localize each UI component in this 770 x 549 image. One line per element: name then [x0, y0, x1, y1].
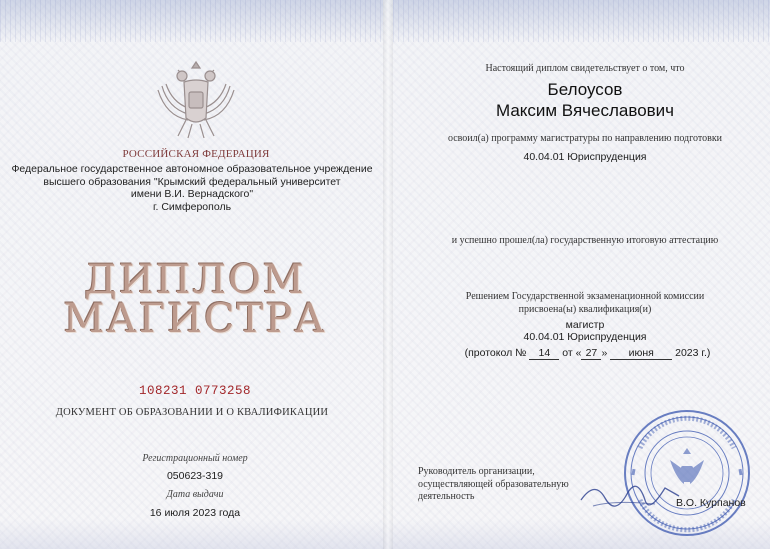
qualification: магистр	[565, 319, 605, 331]
protocol-quote-close: »	[601, 347, 608, 359]
diploma-title: ДИПЛОМ	[84, 257, 306, 303]
protocol-month: июня	[610, 347, 672, 360]
qualification-program: 40.04.01 Юриспруденция	[523, 331, 647, 343]
protocol-day: 27	[581, 347, 601, 360]
commission-decision	[415, 290, 755, 316]
top-pattern-right	[393, 0, 770, 42]
signatory-name: В.О. Курпанов	[676, 497, 746, 509]
institution-line: высшего образования "Крымский федеральный университет	[43, 175, 341, 188]
handwritten-signature	[575, 470, 685, 520]
head-line: деятельность	[418, 491, 475, 502]
protocol-prefix: (протокол №	[464, 347, 527, 359]
protocol-year: 2023	[675, 347, 699, 359]
issue-date-label: Дата выдачи	[166, 489, 224, 500]
protocol-from: от «	[562, 347, 582, 359]
program-statement: освоил(а) программу магистратуры по направлению подготовки	[447, 133, 723, 144]
graduate-surname: Белоусов	[547, 80, 623, 99]
institution-line: Федеральное государственное автономное образовательное учреждение	[11, 163, 373, 175]
page-fold	[383, 0, 393, 549]
head-of-organization	[418, 466, 598, 504]
certification-intro: Настоящий диплом свидетельствует о том, что	[485, 63, 685, 74]
institution-name	[10, 163, 374, 213]
graduate-given-names: Максим Вячеславович	[495, 101, 675, 120]
registration-label: Регистрационный номер	[142, 453, 248, 464]
country-label: РОССИЙСКАЯ ФЕДЕРАЦИЯ	[122, 148, 270, 160]
institution-city: г. Симферополь	[152, 200, 232, 213]
program-name: 40.04.01 Юриспруденция	[523, 151, 647, 163]
document-type: ДОКУМЕНТ ОБ ОБРАЗОВАНИИ И О КВАЛИФИКАЦИИ	[55, 407, 329, 418]
registration-number: 050623-319	[166, 470, 224, 482]
head-line: осуществляющей образовательную	[418, 478, 569, 490]
issue-date: 16 июля 2023 года	[149, 507, 241, 519]
top-pattern-left	[0, 0, 383, 42]
protocol-suffix: г.)	[701, 347, 711, 359]
institution-line: имени В.И. Вернадского"	[130, 188, 254, 200]
head-line: Руководитель организации,	[418, 466, 535, 477]
decision-line: присвоена(ы) квалификация(и)	[518, 304, 652, 315]
diploma-subtitle: МАГИСТРА	[63, 296, 327, 342]
decision-line: Решением Государственной экзаменационной комиссии	[465, 291, 705, 302]
serial-number: 108231 0773258	[138, 384, 252, 398]
russian-coat-of-arms-icon	[148, 56, 244, 144]
protocol-line	[420, 347, 755, 360]
protocol-number: 14	[529, 347, 559, 360]
attestation-statement: и успешно прошел(ла) государственную итоговую аттестацию	[451, 235, 719, 246]
